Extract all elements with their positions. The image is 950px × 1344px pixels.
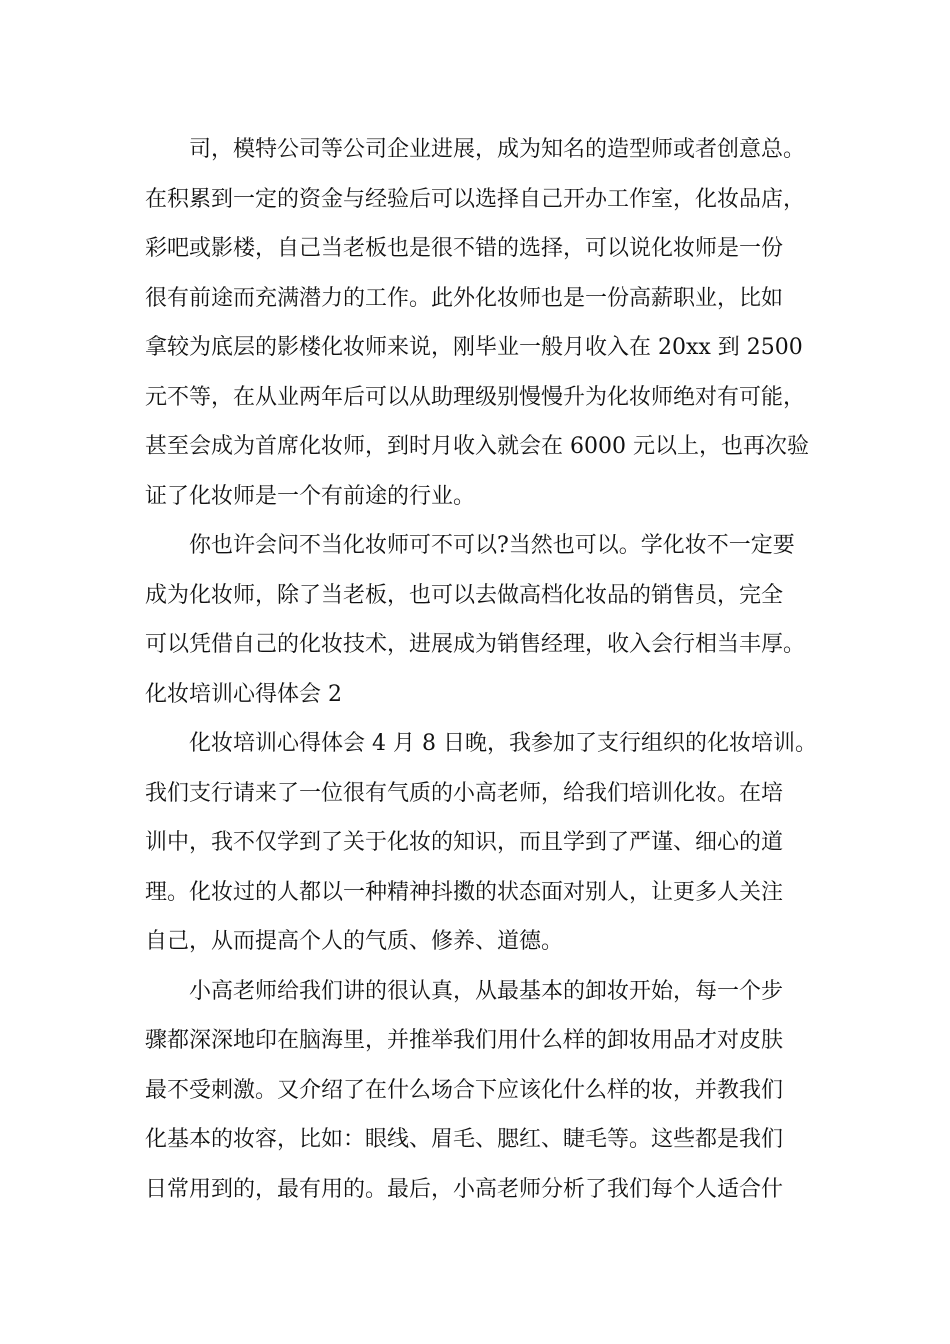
text-line: 在积累到一定的资金与经验后可以选择自己开办工作室，化妆品店， — [145, 186, 806, 212]
text-line: 化妆培训心得体会 4 月 8 日晚，我参加了支行组织的化妆培训。 — [189, 731, 817, 756]
text-line: 甚至会成为首席化妆师，到时月收入就会在 6000 元以上，也再次验 — [145, 434, 809, 459]
text-line: 骤都深深地印在脑海里，并推举我们用什么样的卸妆用品才对皮肤 — [145, 1028, 784, 1053]
text-line: 理。化妆过的人都以一种精神抖擞的状态面对别人，让更多人关注 — [145, 879, 784, 905]
text-line: 司，模特公司等公司企业进展，成为知名的造型师或者创意总。 — [189, 137, 806, 162]
text-line: 拿较为底层的影楼化妆师来说，刚毕业一般月收入在 20xx 到 2500 — [145, 335, 803, 360]
text-line: 元不等，在从业两年后可以从助理级别慢慢升为化妆师绝对有可能， — [145, 384, 806, 410]
text-line: 化基本的妆容，比如：眼线、眉毛、腮红、睫毛等。这些都是我们 — [145, 1127, 784, 1152]
text-line: 彩吧或影楼，自己当老板也是很不错的选择，可以说化妆师是一份 — [145, 236, 784, 261]
text-line: 我们支行请来了一位很有气质的小高老师，给我们培训化妆。在培 — [145, 780, 784, 806]
document-body — [145, 125, 825, 1214]
text-line: 自己，从而提高个人的气质、修养、道德。 — [145, 929, 564, 954]
text-line: 证了化妆师是一个有前途的行业。 — [145, 483, 476, 509]
text-line: 小高老师给我们讲的很认真，从最基本的卸妆开始，每一个步 — [189, 978, 784, 1004]
text-line: 你也许会问不当化妆师可不可以?当然也可以。学化妆不一定要 — [189, 533, 795, 558]
text-line: 很有前途而充满潜力的工作。此外化妆师也是一份高薪职业，比如 — [145, 285, 784, 311]
text-line: 可以凭借自己的化妆技术，进展成为销售经理，收入会行相当丰厚。 — [145, 632, 806, 657]
text-line: 日常用到的，最有用的。最后，小高老师分析了我们每个人适合什 — [145, 1176, 784, 1202]
text-line: 成为化妆师，除了当老板，也可以去做高档化妆品的销售员，完全 — [145, 582, 784, 608]
section-heading: 化妆培训心得体会 2 — [145, 681, 342, 707]
text-line: 训中，我不仅学到了关于化妆的知识，而且学到了严谨、细心的道 — [145, 830, 784, 855]
text-line: 最不受刺激。又介绍了在什么场合下应该化什么样的妆，并教我们 — [145, 1077, 784, 1103]
